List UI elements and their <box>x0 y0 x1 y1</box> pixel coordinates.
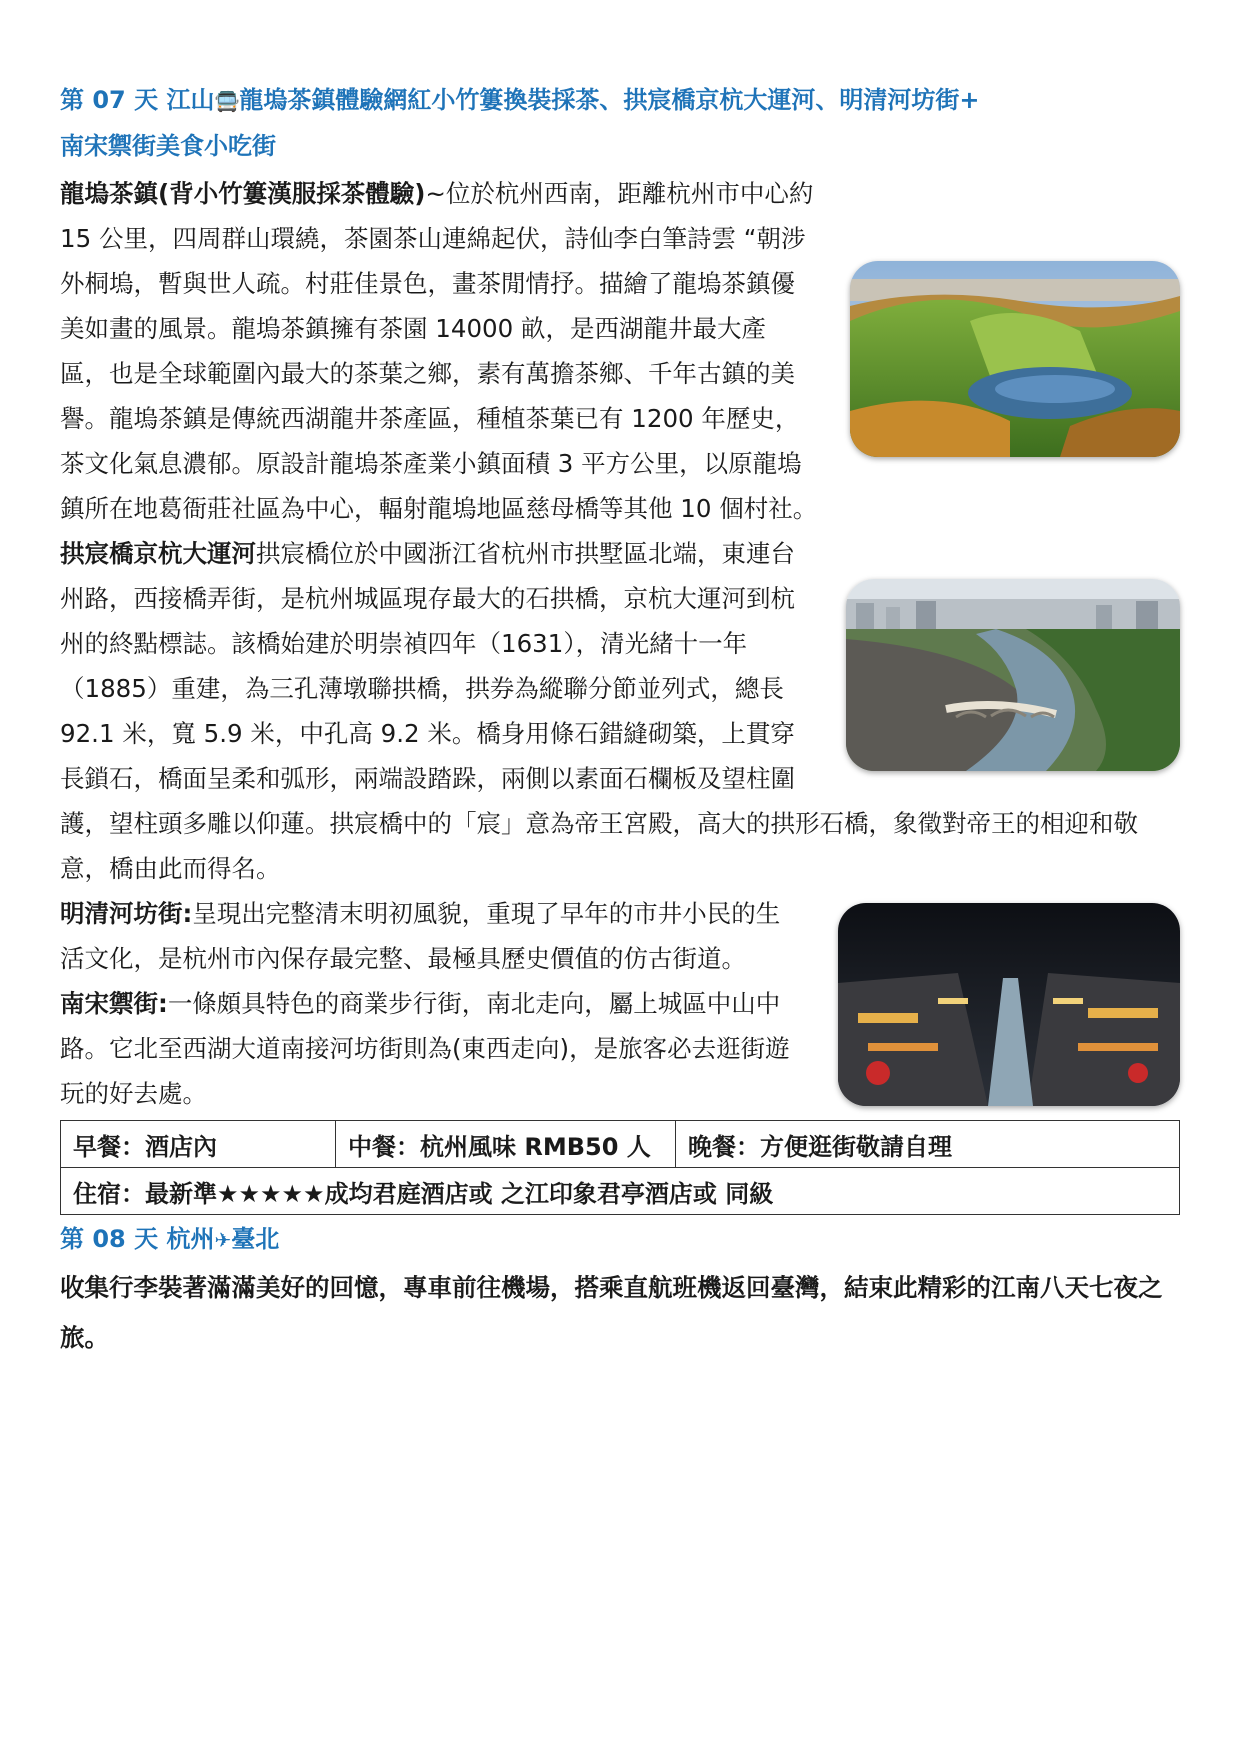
airplane-icon: ✈ <box>214 1228 232 1252</box>
day08-text: 收集行李裝著滿滿美好的回憶，專車前往機場，搭乘直航班機返回臺灣，結束此精彩的江南八天七夜之旅。 <box>60 1273 1163 1352</box>
longwu-section <box>60 171 1180 531</box>
gongchen-bridge-photo <box>846 579 1180 771</box>
gongchen-section <box>60 531 1180 891</box>
hotel-row <box>61 1168 1180 1215</box>
day07-title-line2: 南宋禦街美食小吃街 <box>60 132 276 160</box>
breakfast-cell: 早餐：酒店內 <box>61 1121 336 1168</box>
longwu-tea-hills-photo <box>850 261 1180 457</box>
day08-title-rest: 臺北 <box>231 1225 280 1253</box>
nansong-text: 一條頗具特色的商業步行街，南北走向，屬上城區中山中路。它北至西湖大道南接河坊街則為(東西走向)，是旅客必去逛街遊玩的好去處。 <box>60 989 790 1108</box>
bus-icon: 🚍 <box>214 89 240 113</box>
hotel-cell: 住宿：最新準★★★★★成均君庭酒店或 之江印象君亭酒店或 同級 <box>61 1168 1180 1215</box>
day08-title-prefix: 第 08 天 杭州 <box>60 1225 215 1253</box>
meals-row <box>61 1121 1180 1168</box>
hefang-heading: 明清河坊街: <box>60 899 193 928</box>
hefang-text: 呈現出完整清末明初風貌，重現了早年的市井小民的生活文化，是杭州市內保存最完整、最極具歷史價值的仿古街道。 <box>60 899 781 973</box>
itinerary-page <box>60 78 1180 1363</box>
hefang-section <box>60 891 1180 1116</box>
day07-title <box>60 78 1180 169</box>
longwu-text: ~位於杭州西南，距離杭州市中心約 15 公里，四周群山環繞，茶園茶山連綿起伏，詩仙李白筆詩雲 “朝涉外桐塢，暫與世人疏。村莊佳景色，畫茶閒情抒。描繪了龍塢茶鎮優美如畫的風景。龍塢茶鎮擁有茶園 14000 畝，是西湖龍井最大產區，也是全球範圍內最大的茶葉之鄉，素有萬擔茶鄉、千年古鎮的美譽。龍塢茶鎮是傳統西湖龍井茶產區，種植茶葉已有 1200 年歷史，茶文化氣息濃郁。原設計龍塢茶產業小鎮面積 3 平方公里，以原龍塢鎮所在地葛衙莊社區為中心，輻射龍塢地區慈母橋等其他 10 個村社。 <box>60 179 818 523</box>
gongchen-text: 拱宸橋位於中國浙江省杭州市拱墅區北端，東連台州路，西接橋弄街，是杭州城區現存最大的石拱橋，京杭大運河到杭州的終點標誌。該橋始建於明崇禎四年（1631），清光緒十一年（1885）重建，為三孔薄墩聯拱橋，拱券為縱聯分節並列式，總長 92.1 米，寬 5.9 米，中孔高 9.2 米。橋身用條石錯縫砌築，上貫穿長鎖石，橋面呈柔和弧形，兩端設踏跺，兩側以素面石欄板及望柱圍護，望柱頭多雕以仰蓮。拱宸橋中的「宸」意為帝王宮殿，高大的拱形石橋，象徵對帝王的相迎和敬意，橋由此而得名。 <box>60 539 1138 883</box>
day07-title-prefix: 第 07 天 江山 <box>60 86 215 114</box>
nansong-heading: 南宋禦街: <box>60 989 168 1018</box>
lunch-cell: 中餐：杭州風味 RMB50 人 <box>336 1121 676 1168</box>
dinner-cell: 晚餐：方便逛街敬請自理 <box>676 1121 1180 1168</box>
hefang-night-street-photo <box>838 903 1180 1106</box>
day08-title <box>60 1217 1180 1263</box>
longwu-heading: 龍塢茶鎮(背小竹簍漢服採茶體驗) <box>60 179 426 208</box>
day07-title-rest: 龍塢茶鎮體驗網紅小竹簍換裝採茶、拱宸橋京杭大運河、明清河坊街+ <box>239 86 980 114</box>
gongchen-heading: 拱宸橋京杭大運河 <box>60 539 256 568</box>
meals-table <box>60 1120 1180 1215</box>
